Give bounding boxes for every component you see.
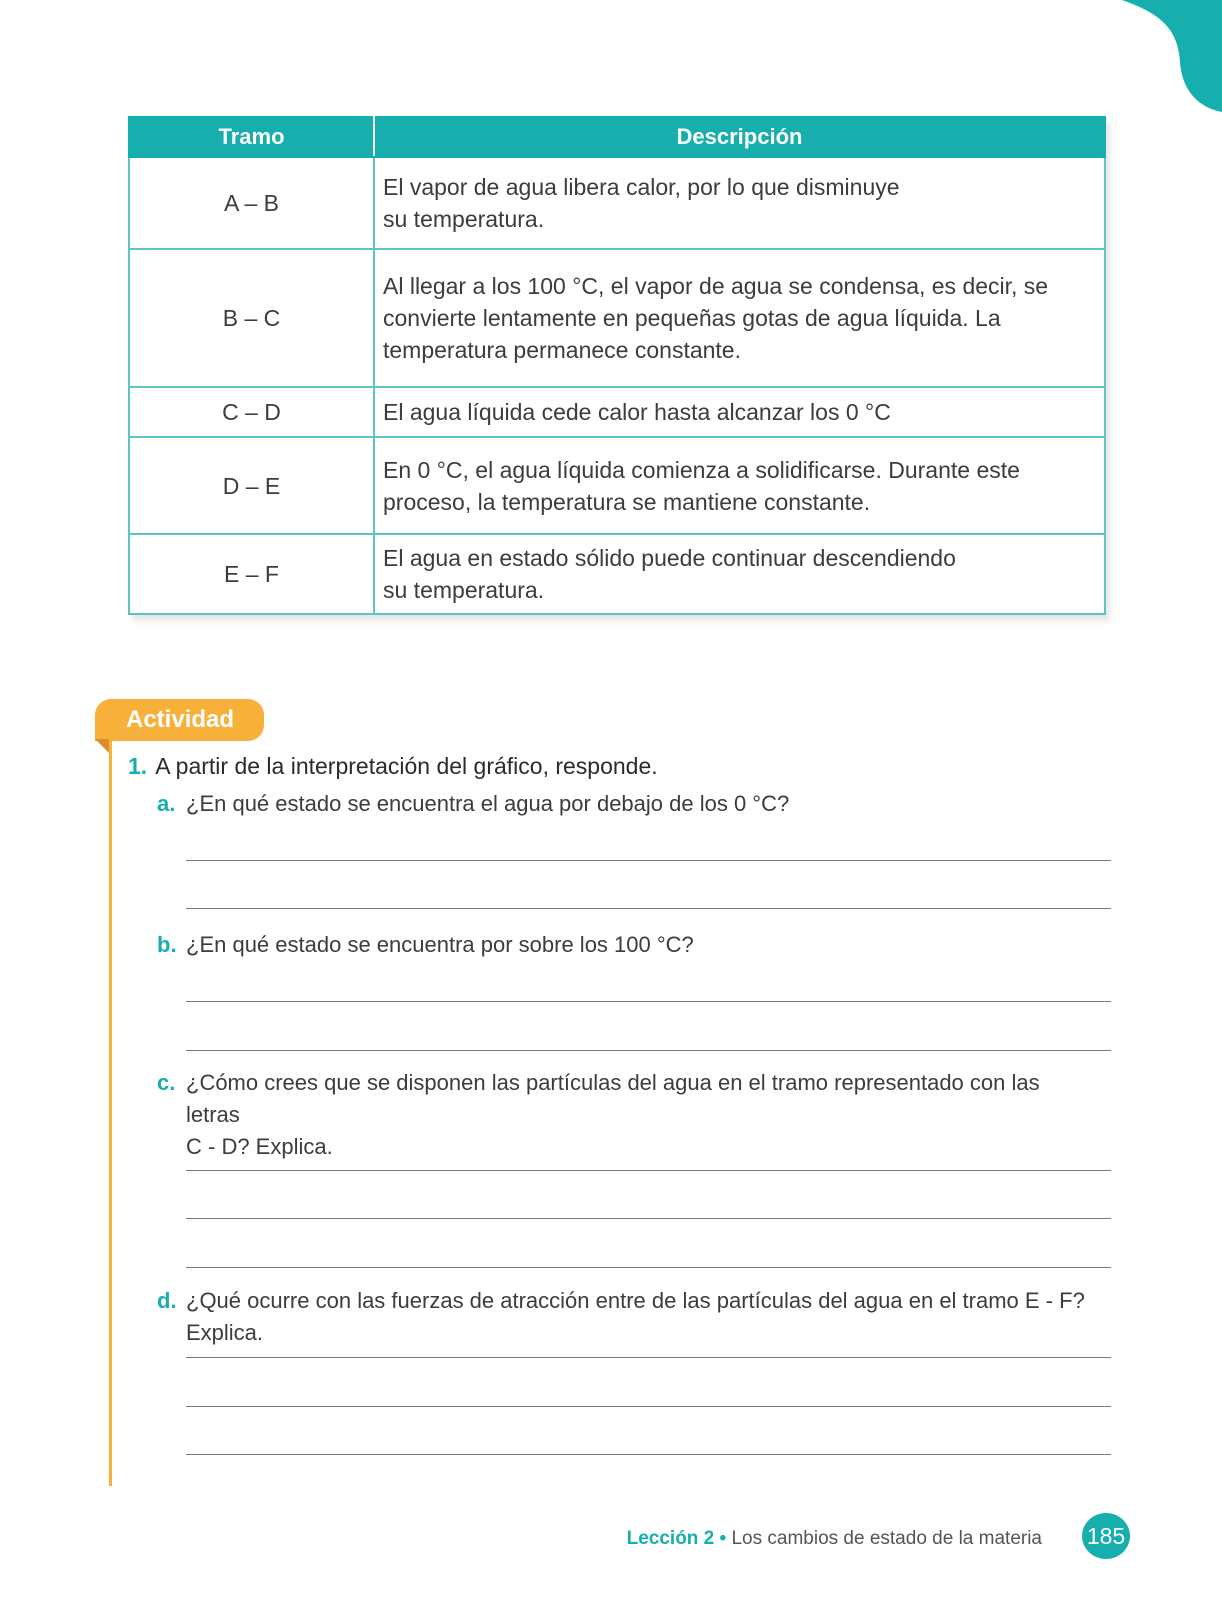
subquestion-a <box>157 788 1096 820</box>
answer-line[interactable] <box>186 1170 1111 1171</box>
activity-label: Actividad <box>95 699 264 741</box>
description-line: su temperatura. <box>383 206 545 232</box>
description-line: temperatura permanece constante. <box>383 337 741 363</box>
table-row <box>129 387 1105 437</box>
lesson-label: Lección 2 <box>626 1528 715 1549</box>
subquestion-text: ¿Qué ocurre con las fuerzas de atracción entre de las partículas del agua en el tramo E - F? Explica. <box>186 1288 1085 1345</box>
question-1 <box>128 753 658 780</box>
description-cell <box>374 249 1105 387</box>
table-row <box>129 157 1105 249</box>
answer-line[interactable] <box>186 1050 1111 1051</box>
subquestion-text: ¿En qué estado se encuentra por sobre los 100 °C? <box>186 932 694 957</box>
answer-line[interactable] <box>186 1406 1111 1407</box>
corner-decoration <box>1122 0 1222 112</box>
subquestion-letter: c. <box>157 1070 176 1095</box>
activity-tab-fold <box>95 739 109 753</box>
footer-separator: • <box>719 1528 727 1549</box>
description-line: En 0 °C, el agua líquida comienza a solidificarse. Durante este <box>383 456 1020 483</box>
table-row <box>129 534 1105 614</box>
states-table <box>128 116 1106 615</box>
description-line: proceso, la temperatura se mantiene constante. <box>383 488 871 515</box>
activity-side-line <box>109 739 112 1486</box>
table-row <box>129 437 1105 534</box>
lesson-title: Los cambios de estado de la materia <box>731 1528 1042 1549</box>
tramo-cell: C – D <box>129 387 374 437</box>
answer-line[interactable] <box>186 1267 1111 1268</box>
question-text: A partir de la interpretación del gráfico, responde. <box>155 753 658 779</box>
subquestion-text: ¿En qué estado se encuentra el agua por debajo de los 0 °C? <box>186 791 790 816</box>
page-footer <box>627 1528 1042 1550</box>
table-header-row <box>129 117 1105 157</box>
answer-line[interactable] <box>186 1001 1111 1002</box>
subquestion-letter: b. <box>157 932 177 957</box>
tramo-cell: D – E <box>129 437 374 534</box>
subquestion-text: ¿Cómo crees que se disponen las partículas del agua en el tramo representado con las letras <box>186 1070 1040 1127</box>
description-cell <box>374 387 1105 437</box>
tramo-cell: B – C <box>129 249 374 387</box>
subquestion-c <box>157 1067 1096 1163</box>
answer-line[interactable] <box>186 908 1111 909</box>
answer-line[interactable] <box>186 1357 1111 1358</box>
description-line: El agua en estado sólido puede continuar descendiendo <box>383 545 956 571</box>
header-descripcion: Descripción <box>374 117 1105 157</box>
subquestion-letter: d. <box>157 1288 177 1313</box>
tramo-cell: E – F <box>129 534 374 614</box>
answer-line[interactable] <box>186 860 1111 861</box>
page-number: 185 <box>1082 1513 1130 1559</box>
description-line: El agua líquida cede calor hasta alcanzar los 0 °C <box>383 399 891 425</box>
subquestion-text: C - D? Explica. <box>186 1134 333 1159</box>
description-line: Al llegar a los 100 °C, el vapor de agua se condensa, es decir, se <box>383 273 1049 299</box>
subquestion-d <box>157 1285 1096 1349</box>
subquestion-letter: a. <box>157 791 176 816</box>
answer-line[interactable] <box>186 1454 1111 1455</box>
tramo-cell: A – B <box>129 157 374 249</box>
subquestion-b <box>157 929 1096 961</box>
table-row <box>129 249 1105 387</box>
header-tramo: Tramo <box>129 117 374 157</box>
answer-line[interactable] <box>186 1218 1111 1219</box>
description-line: El vapor de agua libera calor, por lo que disminuye <box>383 174 900 200</box>
description-cell <box>374 534 1105 614</box>
description-line: su temperatura. <box>383 577 545 603</box>
description-cell <box>374 437 1105 534</box>
question-number: 1. <box>128 753 148 779</box>
description-line: convierte lentamente en pequeñas gotas de agua líquida. La <box>383 305 1001 331</box>
description-cell <box>374 157 1105 249</box>
